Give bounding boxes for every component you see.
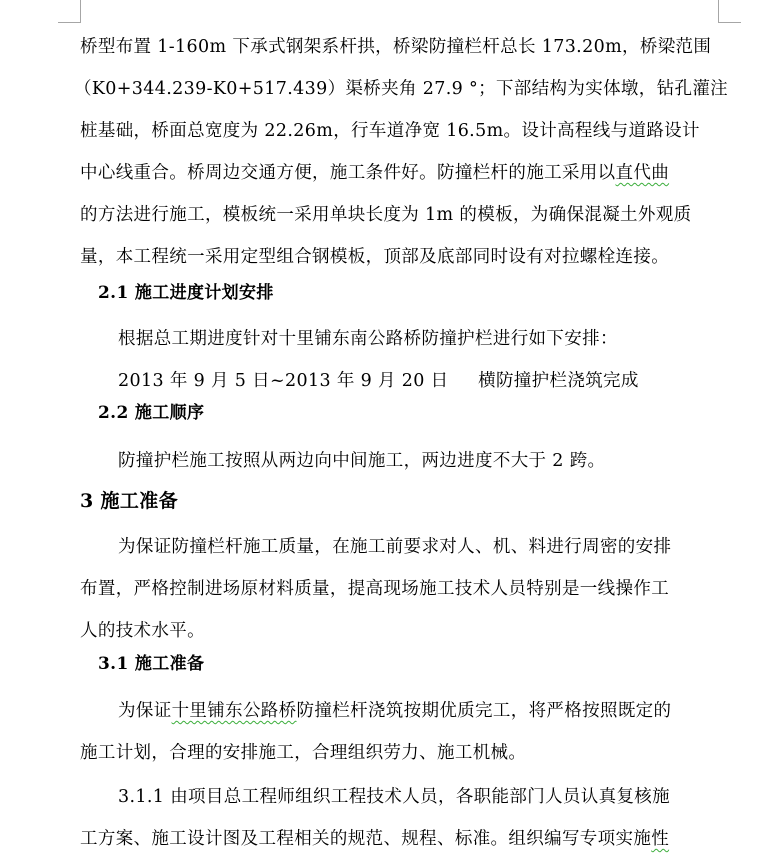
body-line: 人的技术水平。 [80, 621, 205, 641]
body-line: 施工计划，合理的安排施工，合理组织劳力、施工机械。 [80, 743, 527, 763]
margin-corner-top-right [718, 0, 741, 23]
body-line: （K0+344.239-K0+517.439）渠桥夹角 27.9 °；下部结构为实体墩，钻孔灌注 [74, 79, 729, 99]
body-line: 桩基础，桥面总宽度为 22.26m，行车道净宽 16.5m。设计高程线与道路设计 [80, 121, 700, 141]
body-line [80, 828, 669, 850]
schedule-row: 2013 年 9 月 5 日~2013 年 9 月 20 日 横防撞护栏浇筑完成 [118, 371, 639, 391]
heading-3: 3 施工准备 [80, 490, 178, 512]
body-line: 量，本工程统一采用定型组合钢模板，顶部及底部同时设有对拉螺栓连接。 [80, 247, 670, 267]
body-text: 中心线重合。桥周边交通方便，施工条件好。防撞栏杆的施工采用以 [80, 163, 616, 183]
body-text: 为保证 [118, 701, 172, 721]
body-line: 桥型布置 1-160m 下承式钢架系杆拱，桥梁防撞栏杆总长 173.20m，桥梁范围 [80, 37, 712, 57]
body-text: 工方案、施工设计图及工程相关的规范、规程、标准。组织编写专项实施 [80, 829, 652, 849]
margin-corner-top-left [58, 0, 81, 23]
heading-2-2: 2.2 施工顺序 [98, 403, 205, 423]
body-line: 3.1.1 由项目总工程师组织工程技术人员，各职能部门人员认真复核施 [118, 787, 670, 807]
body-line: 根据总工期进度针对十里铺东南公路桥防撞护栏进行如下安排： [118, 329, 618, 349]
grammar-marked-text: 直代曲 [615, 163, 670, 183]
body-line: 布置，严格控制进场原材料质量，提高现场施工技术人员特别是一线操作工 [80, 579, 670, 599]
body-line: 为保证防撞栏杆施工质量，在施工前要求对人、机、料进行周密的安排 [118, 537, 672, 557]
body-line [118, 700, 671, 722]
heading-2-1: 2.1 施工进度计划安排 [98, 283, 274, 303]
body-line [80, 162, 669, 184]
heading-3-1: 3.1 施工准备 [98, 654, 205, 674]
body-line: 的方法进行施工，模板统一采用单块长度为 1m 的模板，为确保混凝土外观质 [80, 205, 692, 225]
body-text: 防撞栏杆浇筑按期优质完工，将严格按照既定的 [296, 701, 672, 721]
body-line: 防撞护栏施工按照从两边向中间施工，两边进度不大于 2 跨。 [118, 451, 606, 471]
grammar-marked-text: 性 [651, 829, 670, 849]
grammar-marked-text: 十里铺东公路桥 [171, 701, 297, 721]
